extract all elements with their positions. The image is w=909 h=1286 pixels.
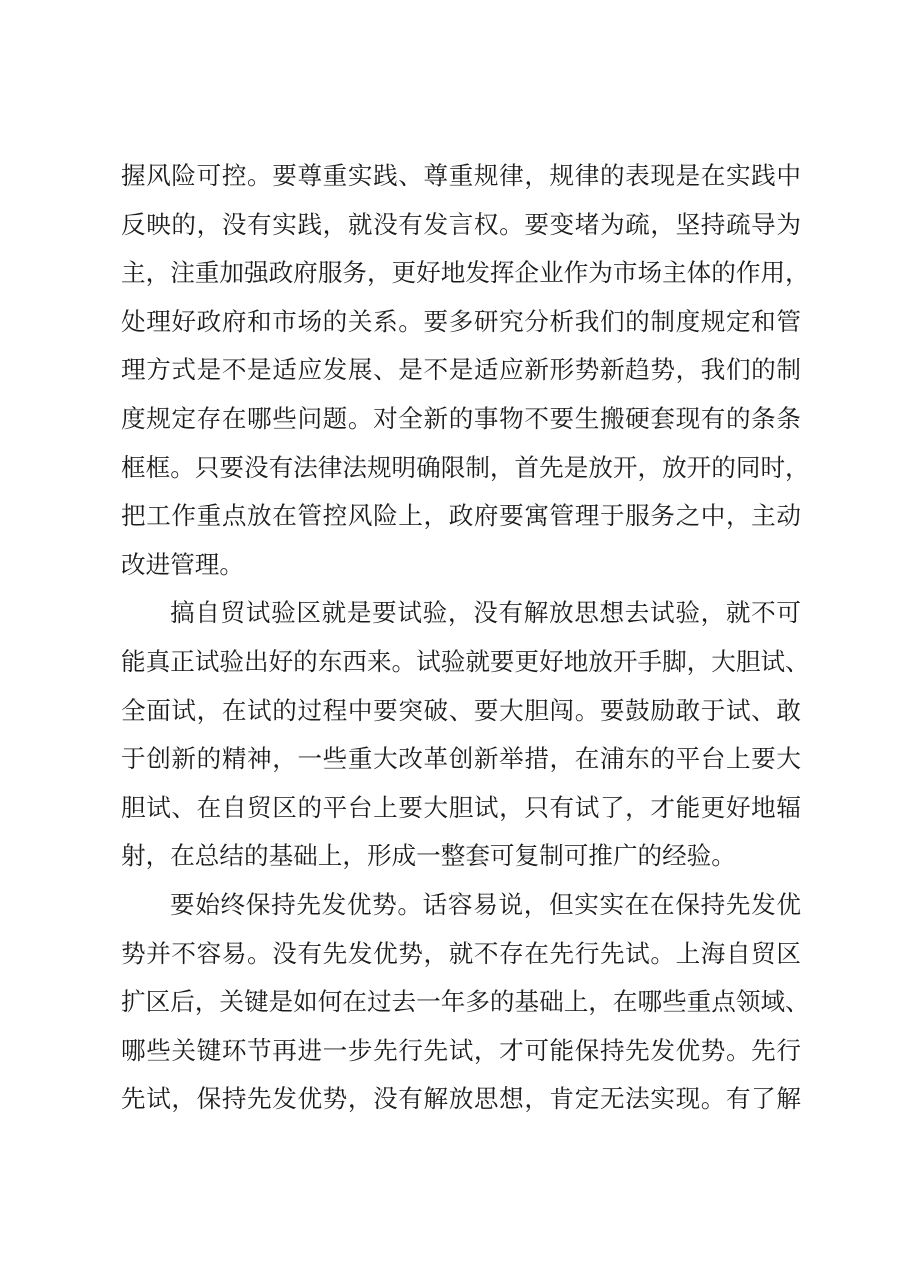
text-line: 握风险可控。要尊重实践、尊重规律，规律的表现是在实践中 (121, 161, 801, 190)
text-line: 先试，保持先发优势，没有解放思想，肯定无法实现。有了解 (121, 1084, 801, 1114)
text-line: 胆试、在自贸区的平台上要大胆试，只有试了，才能更好地辐 (121, 792, 801, 822)
text-line: 框框。只要没有法律法规明确限制，首先是放开，放开的同时， (121, 452, 810, 482)
text-line: 势并不容易。没有先发优势，就不存在先行先试。上海自贸区 (121, 938, 801, 968)
text-line: 能真正试验出好的东西来。试验就要更好地放开手脚，大胆试、 (121, 646, 810, 676)
text-line: 要始终保持先发优势。话容易说，但实实在在保持先发优 (170, 889, 801, 919)
text-line: 度规定存在哪些问题。对全新的事物不要生搬硬套现有的条条 (121, 403, 801, 433)
text-line: 全面试，在试的过程中要突破、要大胆闯。要鼓励敢于试、敢 (121, 695, 801, 725)
text-line: 把工作重点放在管控风险上，政府要寓管理于服务之中，主动 (121, 501, 801, 531)
text-line: 扩区后，关键是如何在过去一年多的基础上，在哪些重点领域、 (121, 987, 810, 1017)
text-line: 于创新的精神，一些重大改革创新举措，在浦东的平台上要大 (121, 744, 801, 774)
paragraph-3 (121, 881, 810, 1124)
text-line: 改进管理。 (121, 549, 244, 579)
text-line: 理方式是不是适应发展、是不是适应新形势新趋势，我们的制 (121, 355, 801, 385)
text-line: 反映的，没有实践，就没有发言权。要变堵为疏，坚持疏导为 (121, 209, 801, 239)
text-line: 主，注重加强政府服务，更好地发挥企业作为市场主体的作用， (121, 258, 810, 288)
body-text (121, 152, 810, 1124)
text-line: 处理好政府和市场的关系。要多研究分析我们的制度规定和管 (121, 306, 801, 336)
text-line: 哪些关键环节再进一步先行先试，才可能保持先发优势。先行 (121, 1035, 801, 1065)
text-line: 搞自贸试验区就是要试验，没有解放思想去试验，就不可 (170, 598, 801, 628)
paragraph-1 (121, 152, 810, 589)
paragraph-2 (121, 589, 810, 881)
text-line: 射，在总结的基础上，形成一整套可复制可推广的经验。 (121, 841, 736, 871)
